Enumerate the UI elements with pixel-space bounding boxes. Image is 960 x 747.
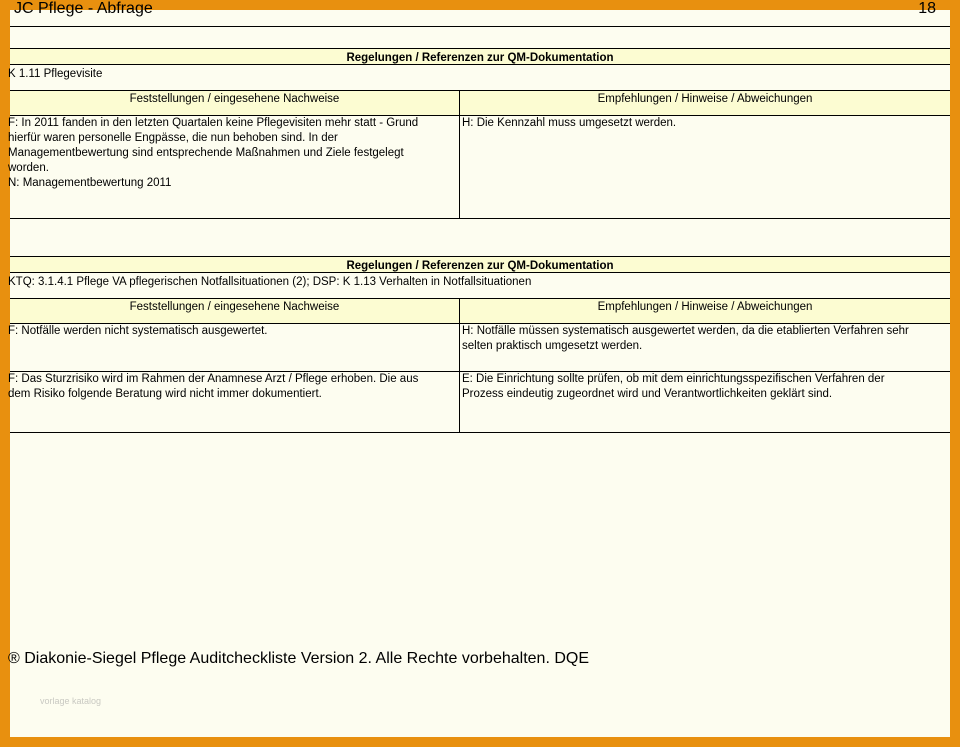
column-header-recommendations: Empfehlungen / Hinweise / Abweichungen [597, 301, 813, 313]
watermark: vorlage katalog [40, 696, 102, 706]
copyright-footer: ® Diakonie-Siegel Pflege Auditcheckliste Version 2. Alle Rechte vorbehalten. DQE [8, 650, 589, 667]
column-header-recommendations: Empfehlungen / Hinweise / Abweichungen [597, 93, 813, 105]
section-reference: K 1.11 Pflegevisite [8, 68, 103, 80]
recommendation-text: E: Die Einrichtung sollte prüfen, ob mit dem einrichtungsspezifischen Verfahren der Prozess eindeutig zugeordnet wird und Verantwortlichkeiten geklärt sind. [462, 373, 885, 400]
document-page [8, 0, 950, 737]
recommendation-text: H: Notfälle müssen systematisch ausgewertet werden, da die etablierten Verfahren sehr selten praktisch umgesetzt werden. [462, 325, 909, 352]
column-divider [459, 298, 460, 433]
finding-text: F: In 2011 fanden in den letzten Quartalen keine Pflegevisiten mehr statt - Grund hierfür waren personelle Engpässe, die nun behoben sind. In der Managementbewertung sind entsprechende Maßnahmen und Ziele festgelegt worden. N: Managementbewertung 2011 [8, 117, 419, 189]
divider [10, 64, 950, 65]
finding-text: F: Das Sturzrisiko wird im Rahmen der Anamnese Arzt / Pflege erhoben. Die aus dem Risiko folgende Beratung wird nicht immer dokumentiert. [8, 373, 419, 400]
divider [10, 272, 950, 273]
divider [10, 432, 950, 433]
page-header-title: JC Pflege - Abfrage [14, 0, 153, 17]
divider [10, 218, 950, 219]
column-header-findings: Feststellungen / eingesehene Nachweise [129, 301, 340, 313]
recommendation-text: H: Die Kennzahl muss umgesetzt werden. [462, 117, 677, 129]
divider [10, 26, 950, 27]
page-number: 18 [918, 0, 936, 17]
section-heading: Regelungen / Referenzen zur QM-Dokumentation [346, 260, 614, 272]
column-header-findings: Feststellungen / eingesehene Nachweise [129, 93, 340, 105]
column-divider [459, 90, 460, 219]
section-heading: Regelungen / Referenzen zur QM-Dokumentation [346, 52, 614, 64]
finding-text: F: Notfälle werden nicht systematisch ausgewertet. [8, 325, 268, 337]
section-reference: KTQ: 3.1.4.1 Pflege VA pflegerischen Notfallsituationen (2); DSP: K 1.13 Verhalten in Notfallsituationen [8, 276, 532, 288]
